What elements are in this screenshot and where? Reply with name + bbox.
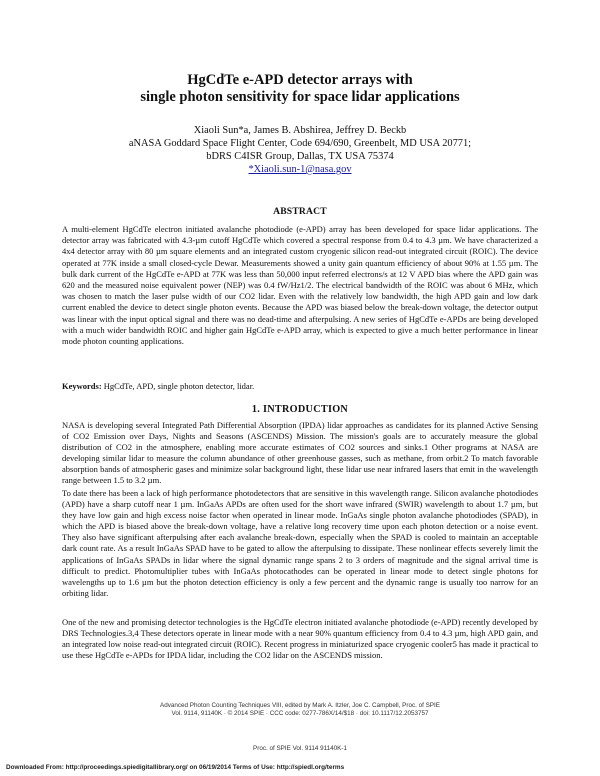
title-line-2: single photon sensitivity for space lidar applications	[140, 89, 460, 105]
title-line-1: HgCdTe e-APD detector arrays with	[187, 72, 413, 88]
keywords	[62, 381, 538, 391]
footer-line-1: Advanced Photon Counting Techniques VIII, edited by Mark A. Itzler, Joe C. Campbell, Proc. of SPIE	[160, 702, 440, 709]
intro-paragraph-3: One of the new and promising detector technologies is the HgCdTe electron initiated avalanche photodiode (e-APD) recently developed by DRS Technologies.3,4 These detectors operate in linear mode with a near 90% quantum efficiency from 0.4 to 4.3 µm, high APD gain, and an integrated low noise read-out integrated circuit (ROIC). Recent progress in miniaturized space cryogenic cooler5 has made it practical to use these HgCdTe e-APDs for IPDA lidar, including the CO2 lidar on the ASCENDS mission.	[62, 617, 538, 661]
affiliation-b: bDRS C4ISR Group, Dallas, TX USA 75374	[206, 151, 394, 162]
paper-title	[0, 72, 600, 106]
affiliation-a: aNASA Goddard Space Flight Center, Code 694/690, Greenbelt, MD USA 20771;	[128, 138, 472, 149]
keywords-text: HgCdTe, APD, single photon detector, lidar.	[103, 381, 255, 391]
download-note: Downloaded From: http://proceedings.spiedigitallibrary.org/ on 06/19/2014 Terms of Use: http://spiedl.org/terms	[6, 764, 345, 771]
author-block	[0, 124, 600, 176]
introduction-heading: 1. INTRODUCTION	[251, 404, 349, 415]
abstract-text: A multi-element HgCdTe electron initiated avalanche photodiode (e-APD) array has been developed for space lidar applications. The detector array was fabricated with 4.3-µm cutoff HgCdTe which covered a spectral response from 0.4 to 4.3 µm. We have characterized a 4x4 detector array with 80 µm square elements and an integrated custom cryogenic silicon read-out integrated circuit (ROIC). The device operated at 77K inside a small closed-cycle Dewar. Measurements showed a unity gain quantum efficiency of about 90% at 1.55 µm. The bulk dark current of the HgCdTe e-APD at 77K was less than 50,000 input referred electrons/s at 12 V APD bias where the APD gain was 620 and the measured noise equivalent power (NEP) was 0.4 fW/Hz1/2. The electrical bandwidth of the ROIC was about 6 MHz, which was chosen to match the laser pulse width of our CO2 lidar. Even with the relatively low bandwidth, the high APD gain and low dark current enabled the device to detect single photon events. Because the APD was biased below the break-down voltage, the detector output was linear with the input optical signal and there was no dead-time and afterpulsing. A new series of HgCdTe e-APDs are being developed with a much wider bandwidth ROIC and higher gain HgCdTe e-APD array, which is expected to give a much better performance in linear mode photon counting applications.	[62, 224, 538, 347]
author-email-link[interactable]: *Xiaoli.sun-1@nasa.gov	[248, 164, 352, 175]
abstract-heading: ABSTRACT	[273, 206, 327, 217]
footer-citation	[0, 702, 600, 719]
page-number: Proc. of SPIE Vol. 9114 91140K-1	[253, 745, 347, 752]
footer-line-2: Vol. 9114, 91140K · © 2014 SPIE · CCC code: 0277-786X/14/$18 · doi: 10.1117/12.2053757	[171, 710, 429, 718]
intro-paragraph-1: NASA is developing several Integrated Path Differential Absorption (IPDA) lidar approaches as candidates for its planned Active Sensing of CO2 Emission over Days, Nights and Seasons (ASCENDS) Mission. The mission's goals are to accurately measure the global distribution of CO2 in the atmosphere, enabling more accurate estimates of CO2 sources and sinks.1 Other programs at NASA are developing similar lidar to measure the column abundance of other greenhouse gasses, such as methane, from orbit.2 To match favorable absorption bands of atmospheric gases and minimize solar background light, these lidar use near infrared lasers that emit in the wavelength range between 1.5 to 3.2 µm.	[62, 420, 538, 486]
authors-line: Xiaoli Sun*a, James B. Abshirea, Jeffrey D. Beckb	[193, 125, 407, 136]
keywords-label: Keywords:	[62, 381, 102, 391]
intro-paragraph-2: To date there has been a lack of high performance photodetectors that are sensitive in this wavelength range. Silicon avalanche photodiodes (APD) have a sharp cutoff near 1 µm. InGaAs APDs are often used for the short wave infrared (SWIR) wavelength to about 1.7 µm, but they have low gain and high excess noise factor when operated in linear mode. InGaAs single photon avalanche photodiodes (SPAD), in which the APD is biased above the break-down voltage, have a relative long recovery time upon each photon detection or a noise event. They also have significant afterpulsing after each avalanche break-down, especially when the SPAD is cooled to maintain an acceptable dark count rate. As a result InGaAs SPAD have to be gated to allow the afterpulsing to dissipate. These nonlinear effects severely limit the applications of InGaAs SPADs in lidar where the signal dynamic range spans 2 to 3 orders of magnitude and the signal arrival time is difficult to predict. Photomultiplier tubes with InGaAs photocathodes can be operated in linear mode to detect single photons for wavelengths up to 1.6 µm but the photon detection efficiency is only a few percent and the dynamic range is usually too narrow for an orbiting lidar.	[62, 488, 538, 598]
